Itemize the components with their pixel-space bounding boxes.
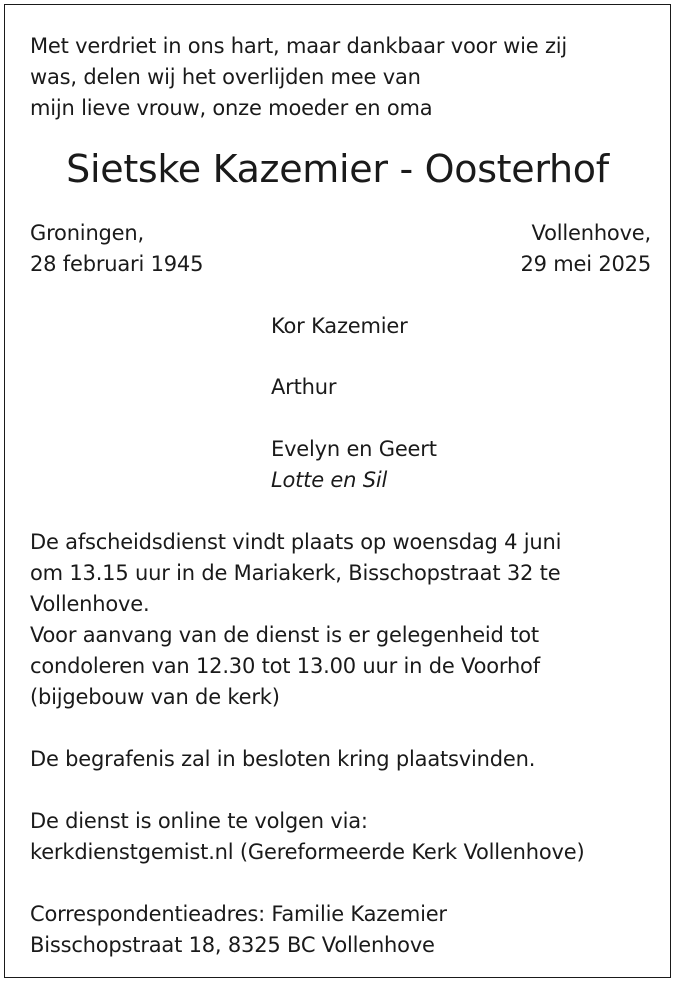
burial-line: De begrafenis zal in besloten kring plaatsvinden.	[30, 747, 536, 771]
intro-line: Met verdriet in ons hart, maar dankbaar voor wie zij	[30, 34, 568, 58]
correspondence-line: Correspondentieadres: Familie Kazemier	[30, 902, 447, 926]
family-child: Evelyn en Geert	[271, 437, 437, 461]
burial-info	[30, 744, 535, 775]
death-place: Vollenhove,	[531, 221, 651, 245]
birth-place: Groningen,	[30, 221, 144, 245]
service-line: De afscheidsdienst vindt plaats op woensdag 4 juni	[30, 530, 562, 554]
online-line: De dienst is online te volgen via:	[30, 809, 368, 833]
online-info	[30, 806, 584, 868]
family-spouse: Kor Kazemier	[271, 314, 408, 338]
family-grandchildren: Lotte en Sil	[271, 468, 388, 492]
intro-text	[30, 31, 567, 124]
obituary-card	[4, 4, 671, 978]
intro-line: mijn lieve vrouw, onze moeder en oma	[30, 96, 433, 120]
family-child: Arthur	[271, 375, 337, 399]
service-line: Voor aanvang van de dienst is er gelegenheid tot	[30, 623, 539, 647]
service-info	[30, 527, 561, 713]
service-line: condoleren van 12.30 tot 13.00 uur in de Voorhof	[30, 654, 540, 678]
correspondence-address	[30, 899, 447, 961]
service-line: (bijgebouw van de kerk)	[30, 685, 280, 709]
service-line: om 13.15 uur in de Mariakerk, Bisschopstraat 32 te	[30, 561, 561, 585]
birth-date: 28 februari 1945	[30, 252, 204, 276]
death-date: 29 mei 2025	[520, 252, 651, 276]
correspondence-line: Bisschopstraat 18, 8325 BC Vollenhove	[30, 933, 435, 957]
online-line: kerkdienstgemist.nl (Gereformeerde Kerk Vollenhove)	[30, 840, 585, 864]
deceased-name: Sietske Kazemier - Oosterhof	[66, 147, 609, 191]
intro-line: was, delen wij het overlijden mee van	[30, 65, 421, 89]
service-line: Vollenhove.	[30, 592, 150, 616]
